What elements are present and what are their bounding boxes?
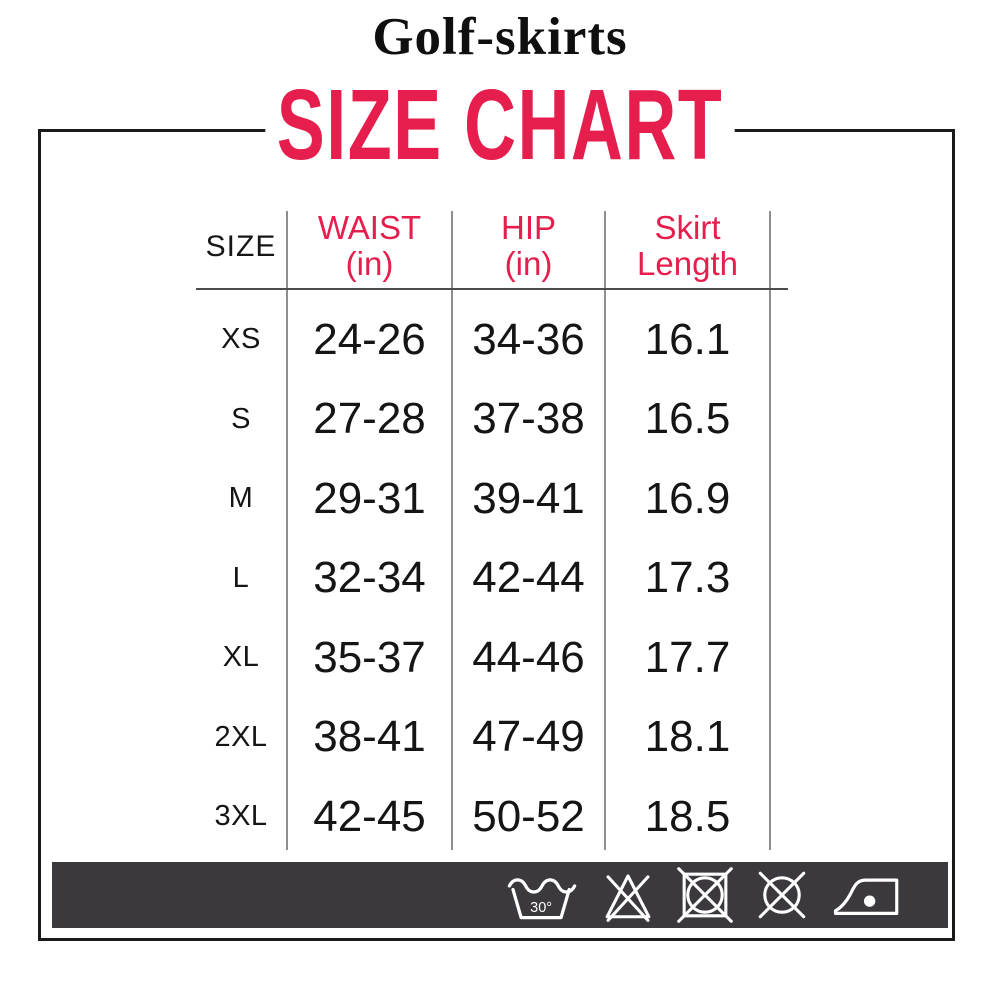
skirt-length-value: 16.9 [644, 473, 731, 523]
column-header-waist [287, 210, 452, 300]
waist-value: 29-31 [313, 473, 426, 523]
column-header-size-label: SIZE [205, 229, 277, 263]
wash-temperature-label: 30° [530, 900, 553, 917]
skirt-length-value: 18.5 [644, 791, 731, 841]
skirt-length-value: 18.1 [644, 712, 731, 762]
waist-value: 42-45 [313, 791, 426, 841]
column-header-hip-unit: (in) [504, 245, 553, 282]
size-label: XL [222, 641, 260, 674]
hip-value: 39-41 [472, 473, 585, 523]
waist-value: 32-34 [313, 553, 426, 603]
brand-title: Golf-skirts [372, 8, 628, 66]
iron-low-heat-icon [830, 867, 904, 923]
column-header-skirt-line1: Skirt [654, 208, 721, 246]
hip-value: 44-46 [472, 632, 585, 682]
hip-value: 47-49 [472, 712, 585, 762]
machine-wash-30-icon [504, 866, 580, 924]
hip-value: 34-36 [472, 314, 585, 364]
do-not-tumble-dry-icon [676, 866, 734, 924]
do-not-dry-clean-icon [753, 866, 811, 924]
size-label: 3XL [214, 800, 268, 833]
waist-value: 35-37 [313, 632, 426, 682]
size-table [195, 210, 770, 857]
size-label: S [231, 402, 251, 435]
skirt-length-value: 16.1 [644, 314, 731, 364]
waist-value: 38-41 [313, 712, 426, 762]
column-header-size [195, 210, 287, 300]
skirt-length-value: 17.3 [644, 553, 731, 603]
column-header-hip-label: HIP [500, 208, 556, 246]
waist-value: 27-28 [313, 394, 426, 444]
column-header-skirt-length [605, 210, 770, 300]
skirt-length-value: 17.7 [644, 632, 731, 682]
care-instructions-bar [52, 862, 948, 928]
column-header-waist-unit: (in) [345, 245, 394, 282]
size-label: M [228, 482, 254, 515]
hip-value: 42-44 [472, 553, 585, 603]
column-header-waist-label: WAIST [317, 208, 422, 246]
hip-value: 37-38 [472, 394, 585, 444]
do-not-bleach-icon [599, 866, 657, 924]
hip-value: 50-52 [472, 791, 585, 841]
page-title [0, 70, 1000, 180]
column-header-hip [452, 210, 605, 300]
column-header-skirt-line2: Length [637, 245, 738, 282]
size-label: XS [221, 323, 261, 356]
waist-value: 24-26 [313, 314, 426, 364]
page-title-text: SIZE CHART [265, 70, 734, 180]
size-label: L [232, 561, 250, 594]
skirt-length-value: 16.5 [644, 394, 731, 444]
size-label: 2XL [214, 720, 268, 753]
